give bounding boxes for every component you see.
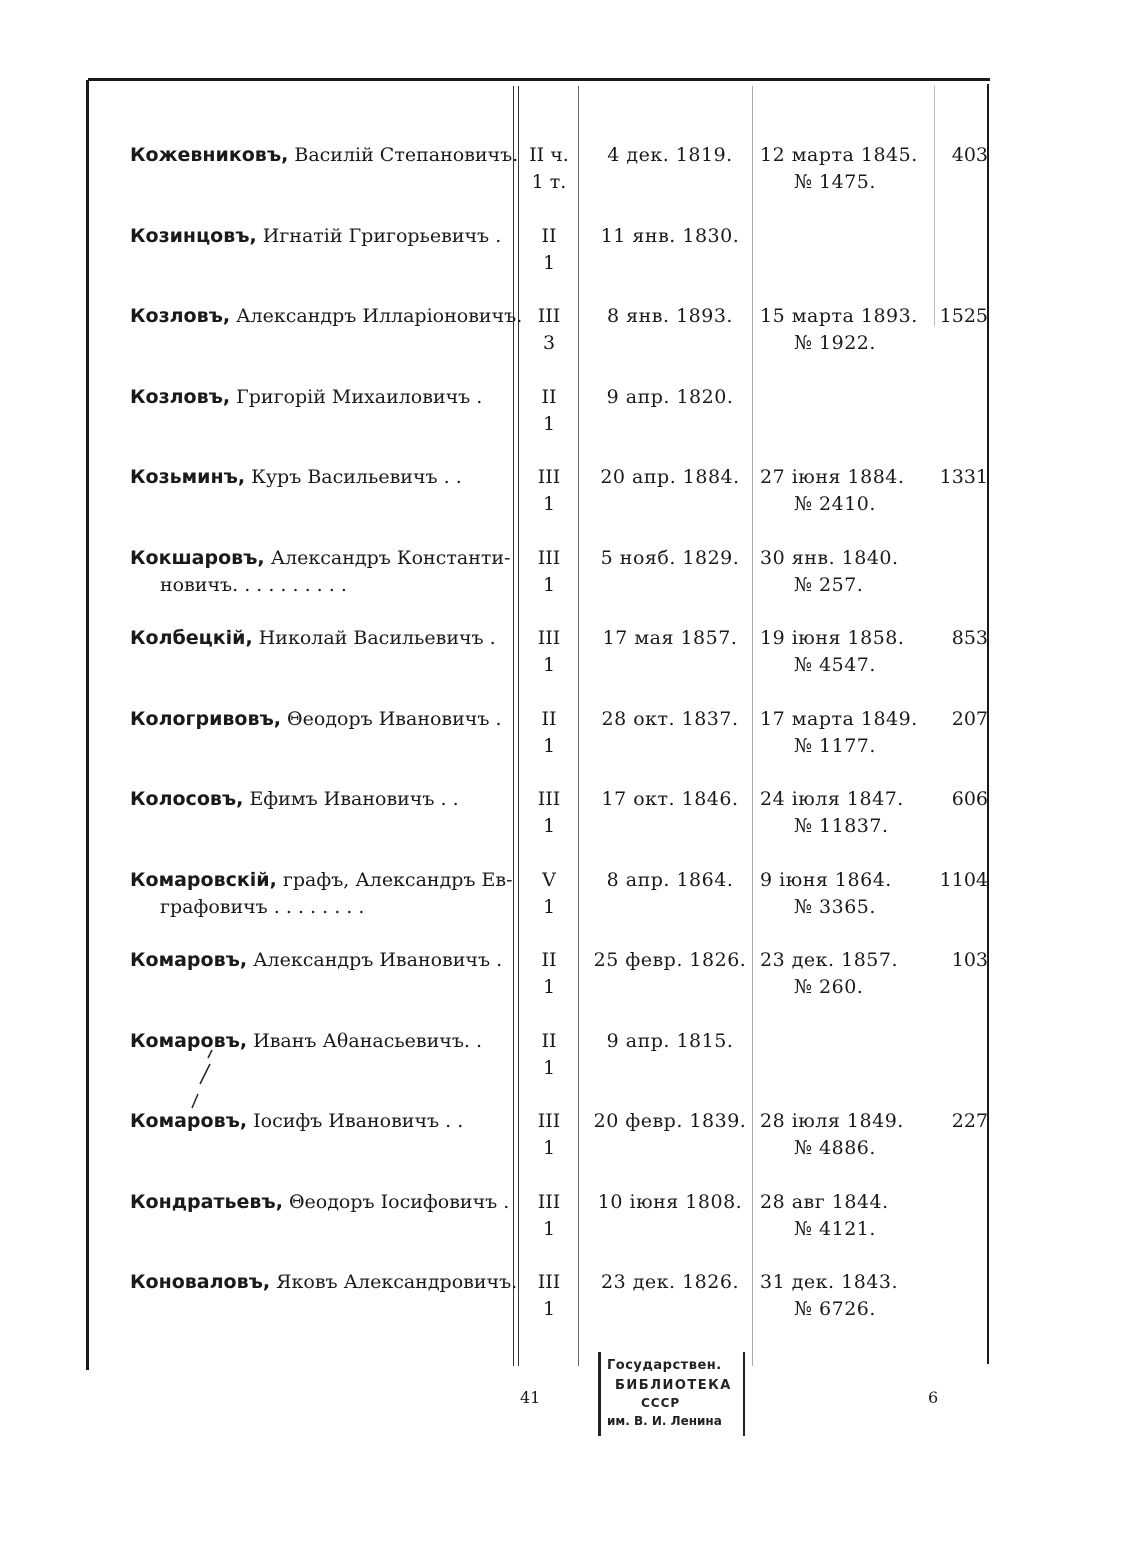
class-cell bbox=[515, 706, 583, 760]
sheet-number: 1104 bbox=[939, 869, 988, 891]
name-continuation: графовичъ . . . . . . . . bbox=[160, 896, 365, 918]
class-rank: II bbox=[541, 1030, 557, 1052]
sheet-number: 853 bbox=[951, 627, 988, 649]
birth-date: 20 апр. 1884. bbox=[600, 466, 740, 488]
surname: Комаровъ, bbox=[130, 1030, 248, 1052]
given-name: графъ, Александръ Ев- bbox=[282, 869, 513, 891]
surname: Козловъ, bbox=[130, 305, 231, 327]
left-rule bbox=[86, 80, 89, 1370]
person-name bbox=[130, 625, 515, 652]
person-name bbox=[130, 706, 515, 733]
order-cell bbox=[760, 303, 930, 357]
given-name: Александръ Константи- bbox=[270, 547, 511, 569]
class-part: 1 т. bbox=[531, 171, 567, 193]
class-rank: III bbox=[537, 1191, 561, 1213]
class-cell bbox=[515, 786, 583, 840]
name-continuation: новичъ. . . . . . . . . . bbox=[160, 574, 347, 596]
birth-date: 4 дек. 1819. bbox=[607, 144, 733, 166]
class-cell bbox=[515, 947, 583, 1001]
birth-date: 28 окт. 1837. bbox=[601, 708, 739, 730]
surname: Кокшаровъ, bbox=[130, 547, 265, 569]
class-part: 1 bbox=[542, 1137, 556, 1159]
order-date: 28 іюля 1849. bbox=[760, 1110, 904, 1132]
class-rank: V bbox=[542, 869, 556, 891]
class-part: 1 bbox=[542, 252, 556, 274]
person-name bbox=[130, 1269, 518, 1296]
class-part: 1 bbox=[542, 1057, 556, 1079]
table-row bbox=[120, 1028, 990, 1098]
stamp-line: Государствен. bbox=[607, 1358, 722, 1373]
given-name: Ефимъ Ивановичъ . . bbox=[249, 788, 459, 810]
class-cell bbox=[515, 1108, 583, 1162]
birth-date: 25 февр. 1826. bbox=[593, 949, 747, 971]
table-row bbox=[120, 303, 990, 373]
table-row bbox=[120, 464, 990, 534]
given-name: Яковъ Александровичъ. bbox=[276, 1271, 518, 1293]
surname: Кологривовъ, bbox=[130, 708, 281, 730]
order-date: 17 марта 1849. bbox=[760, 708, 918, 730]
order-date: 30 янв. 1840. bbox=[760, 547, 899, 569]
person-name bbox=[130, 867, 515, 921]
given-name: Григорій Михаиловичъ . bbox=[236, 386, 483, 408]
given-name: Куръ Васильевичъ . . bbox=[251, 466, 462, 488]
order-date: 9 іюня 1864. bbox=[760, 869, 892, 891]
class-cell bbox=[515, 625, 583, 679]
person-name bbox=[130, 384, 515, 411]
given-name: Николай Васильевичъ . bbox=[258, 627, 496, 649]
order-date: 24 іюля 1847. bbox=[760, 788, 904, 810]
class-part: 1 bbox=[542, 976, 556, 998]
order-cell bbox=[760, 464, 930, 518]
order-number: № 4121. bbox=[794, 1218, 876, 1240]
order-number: № 11837. bbox=[794, 815, 889, 837]
class-part: 3 bbox=[542, 332, 556, 354]
person-name bbox=[130, 1028, 515, 1055]
order-number: № 3365. bbox=[794, 896, 876, 918]
stamp-line: СССР bbox=[641, 1396, 681, 1410]
class-cell bbox=[515, 303, 583, 357]
class-rank: III bbox=[537, 466, 561, 488]
order-date: 28 авг 1844. bbox=[760, 1191, 889, 1213]
sheet-number: 103 bbox=[951, 949, 988, 971]
order-date: 23 дек. 1857. bbox=[760, 949, 899, 971]
order-cell bbox=[760, 1269, 930, 1323]
birth-date: 8 апр. 1864. bbox=[606, 869, 734, 891]
person-name bbox=[130, 947, 515, 974]
given-name: Игнатій Григорьевичъ . bbox=[262, 225, 502, 247]
table-row bbox=[120, 706, 990, 776]
surname: Козловъ, bbox=[130, 386, 231, 408]
class-cell bbox=[515, 867, 583, 921]
birth-date: 8 янв. 1893. bbox=[607, 305, 733, 327]
table-row bbox=[120, 1269, 990, 1339]
birth-date: 9 апр. 1820. bbox=[606, 386, 734, 408]
birth-date: 23 дек. 1826. bbox=[600, 1271, 739, 1293]
surname: Коноваловъ, bbox=[130, 1271, 271, 1293]
class-part: 1 bbox=[542, 413, 556, 435]
order-cell bbox=[760, 706, 930, 760]
class-rank: III bbox=[537, 305, 561, 327]
table-row bbox=[120, 947, 990, 1017]
order-cell bbox=[760, 142, 930, 196]
table-row bbox=[120, 786, 990, 856]
birth-date: 17 мая 1857. bbox=[602, 627, 738, 649]
person-name bbox=[130, 142, 519, 169]
order-date: 15 марта 1893. bbox=[760, 305, 918, 327]
birth-date: 11 янв. 1830. bbox=[600, 225, 740, 247]
order-number: № 4886. bbox=[794, 1137, 876, 1159]
top-rule bbox=[88, 78, 990, 81]
birth-date: 20 февр. 1839. bbox=[593, 1110, 747, 1132]
order-number: № 1922. bbox=[794, 332, 876, 354]
class-part: 1 bbox=[542, 1298, 556, 1320]
given-name: Θеодоръ Іосифовичъ . bbox=[288, 1191, 510, 1213]
order-date: 19 іюня 1858. bbox=[760, 627, 905, 649]
table-row bbox=[120, 223, 990, 293]
table-row bbox=[120, 625, 990, 695]
person-name bbox=[130, 786, 515, 813]
class-rank: II bbox=[541, 225, 557, 247]
order-number: № 260. bbox=[794, 976, 864, 998]
surname: Кожевниковъ, bbox=[130, 144, 289, 166]
table-row bbox=[120, 1108, 990, 1178]
order-number: № 6726. bbox=[794, 1298, 876, 1320]
class-rank: II bbox=[541, 949, 557, 971]
birth-date: 17 окт. 1846. bbox=[601, 788, 739, 810]
given-name: Іосифъ Ивановичъ . . bbox=[253, 1110, 464, 1132]
class-cell bbox=[515, 384, 583, 438]
given-name: Александръ Ивановичъ . bbox=[253, 949, 503, 971]
order-cell bbox=[760, 1108, 930, 1162]
order-date: 12 марта 1845. bbox=[760, 144, 918, 166]
birth-date: 9 апр. 1815. bbox=[606, 1030, 734, 1052]
sheet-number: 227 bbox=[951, 1110, 988, 1132]
order-number: № 4547. bbox=[794, 654, 876, 676]
class-rank: II bbox=[541, 708, 557, 730]
person-name bbox=[130, 303, 523, 330]
class-part: 1 bbox=[542, 574, 556, 596]
class-part: 1 bbox=[542, 493, 556, 515]
class-part: 1 bbox=[542, 735, 556, 757]
order-number: № 2410. bbox=[794, 493, 876, 515]
class-part: 1 bbox=[542, 654, 556, 676]
order-number: № 257. bbox=[794, 574, 864, 596]
table-row bbox=[120, 142, 990, 212]
surname: Комаровъ, bbox=[130, 949, 248, 971]
class-part: 1 bbox=[542, 815, 556, 837]
given-name: Александръ Илларіоновичъ. bbox=[236, 305, 523, 327]
class-cell bbox=[515, 1269, 583, 1323]
surname: Комаровскій, bbox=[130, 869, 277, 891]
order-cell bbox=[760, 786, 930, 840]
class-cell bbox=[515, 545, 583, 599]
class-rank: II bbox=[541, 386, 557, 408]
class-cell bbox=[515, 223, 583, 277]
class-part: 1 bbox=[542, 1218, 556, 1240]
pencil-mark-icon bbox=[190, 1046, 220, 1116]
class-rank: II ч. bbox=[529, 144, 569, 166]
person-name bbox=[130, 1108, 515, 1135]
surname: Кондратьевъ, bbox=[130, 1191, 283, 1213]
stamp-line: БИБЛИОТЕКА bbox=[615, 1378, 732, 1393]
table-row bbox=[120, 867, 990, 937]
sheet-number: 1525 bbox=[939, 305, 988, 327]
order-date: 31 дек. 1843. bbox=[760, 1271, 899, 1293]
surname: Козьминъ, bbox=[130, 466, 246, 488]
class-rank: III bbox=[537, 788, 561, 810]
class-cell bbox=[515, 142, 583, 196]
table-row bbox=[120, 384, 990, 454]
footer-right-number: 6 bbox=[928, 1388, 939, 1407]
table-row bbox=[120, 1189, 990, 1259]
surname: Колбецкій, bbox=[130, 627, 253, 649]
sheet-number: 606 bbox=[951, 788, 988, 810]
order-number: № 1177. bbox=[794, 735, 876, 757]
surname: Козинцовъ, bbox=[130, 225, 257, 247]
class-rank: III bbox=[537, 1271, 561, 1293]
order-cell bbox=[760, 867, 930, 921]
birth-date: 5 нояб. 1829. bbox=[600, 547, 740, 569]
class-rank: III bbox=[537, 627, 561, 649]
class-part: 1 bbox=[542, 896, 556, 918]
given-name: Иванъ Аθанасьевичъ. . bbox=[253, 1030, 483, 1052]
order-cell bbox=[760, 947, 930, 1001]
class-rank: III bbox=[537, 1110, 561, 1132]
sheet-number: 403 bbox=[951, 144, 988, 166]
person-name bbox=[130, 223, 515, 250]
table-row bbox=[120, 545, 990, 615]
sheet-number: 207 bbox=[951, 708, 988, 730]
class-cell bbox=[515, 464, 583, 518]
order-cell bbox=[760, 1189, 930, 1243]
surname: Колосовъ, bbox=[130, 788, 244, 810]
person-name bbox=[130, 464, 515, 491]
given-name: Василій Степановичъ. bbox=[294, 144, 519, 166]
footer-left-number: 41 bbox=[520, 1388, 541, 1407]
surname: Комаровъ, bbox=[130, 1110, 248, 1132]
order-cell bbox=[760, 545, 930, 599]
class-cell bbox=[515, 1189, 583, 1243]
sheet-number: 1331 bbox=[939, 466, 988, 488]
stamp-line: им. В. И. Ленина bbox=[607, 1414, 722, 1428]
class-cell bbox=[515, 1028, 583, 1082]
order-number: № 1475. bbox=[794, 171, 876, 193]
order-date: 27 іюня 1884. bbox=[760, 466, 905, 488]
library-stamp bbox=[598, 1352, 745, 1436]
class-rank: III bbox=[537, 547, 561, 569]
birth-date: 10 іюня 1808. bbox=[597, 1191, 743, 1213]
given-name: Θеодоръ Ивановичъ . bbox=[287, 708, 502, 730]
person-name bbox=[130, 1189, 515, 1216]
person-name bbox=[130, 545, 515, 599]
order-cell bbox=[760, 625, 930, 679]
